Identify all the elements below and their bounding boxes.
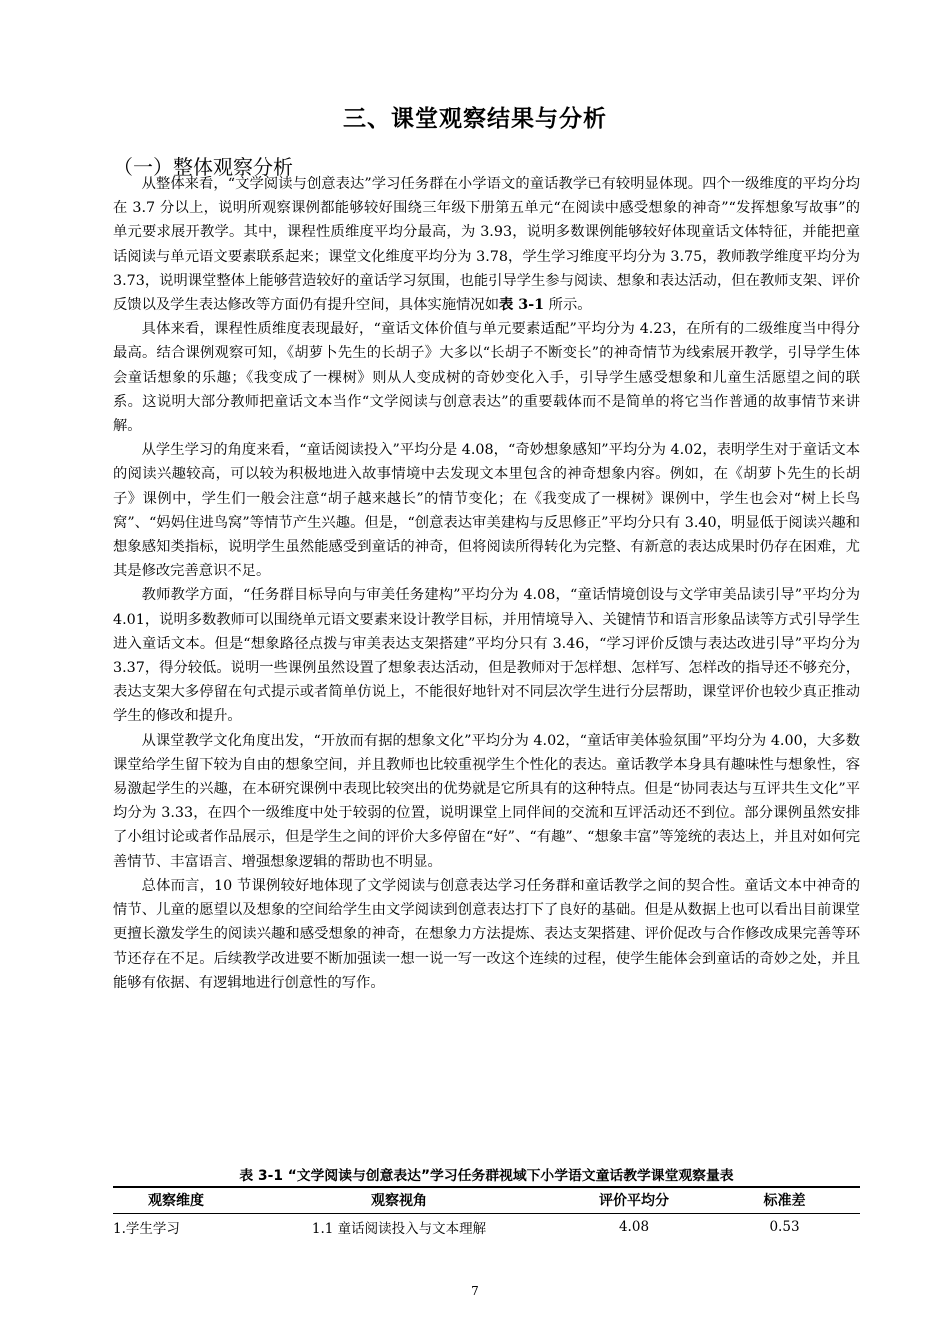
table-cell: 4.08 <box>618 1219 650 1235</box>
paragraph-3: 从学生学习的角度来看，“童话阅读投入”平均分是 4.08，“奇妙想象感知”平均分为 4.02，表明学生对于童话文本的阅读兴趣较高，可以较为积极地进入故事情境中去发现文本里包含的神奇想象内容。例如，在《胡萝卜先生的长胡子》课例中，学生们一般会注意“胡子越来越长”的情节变化；在《我变成了一棵树》课例中，学生也会对“树上长鸟窝”、“妈妈住进鸟窝”等情节产生兴趣。但是，“创意表达审美建构与反思修正”平均分只有 3.40，明显低于阅读兴趣和想象感知类指标，说明学生虽然能感受到童话的神奇，但将阅读所得转化为完整、有新意的表达成果时仍存在困难，尤其是修改完善意识不足。 <box>113 442 860 580</box>
table-row <box>113 1214 860 1241</box>
paragraph-1: 从整体来看，“文学阅读与创意表达”学习任务群在小学语文的童话教学已有较明显体现。四个一级维度的平均分均在 3.7 分以上，说明所观察课例都能够较好围绕三年级下册第五单元“在阅读中感受想象的神奇”“发挥想象写故事”的单元要求展开教学。其中，课程性质维度平均分最高，为 3.93，说明多数课例能够较好体现童话文体特征，并能把童话阅读与单元语文要素联系起来；课堂文化维度平均分为 3.78，学生学习维度平均分为 3.75，教师教学维度平均分为 3.73，说明课堂整体上能够营造较好的童话学习氛围，也能引导学生参与阅读、想象和表达活动，但在教师支架、评价反馈以及学生表达修改等方面仍有提升空间，具体实施情况如表 3-1 所示。 <box>113 176 860 314</box>
observation-table <box>113 1186 860 1240</box>
paragraph-5: 从课堂教学文化角度出发，“开放而有据的想象文化”平均分为 4.02，“童话审美体验氛围”平均分为 4.00，大多数课堂给学生留下较为自由的想象空间，并且教师也比较重视学生个性化的表达。童话教学本身具有趣味性与想象性，容易激起学生的兴趣，在本研究课例中表现比较突出的优势就是它所具有的这种特点。但是“协同表达与互评共生文化”平均分为 3.33，在四个一级维度中处于较弱的位置，说明课堂上同伴间的交流和互评活动还不到位。部分课例虽然安排了小组讨论或者作品展示，但是学生之间的评价大多停留在“好”、“有趣”、“想象丰富”等笼统的表达上，并且对如何完善情节、丰富语言、增强想象逻辑的帮助也不明显。 <box>113 732 860 870</box>
paragraph-2: 具体来看，课程性质维度表现最好，“童话文体价值与单元要素适配”平均分为 4.23，在所有的二级维度当中得分最高。结合课例观察可知，《胡萝卜先生的长胡子》大多以“长胡子不断变长”的神奇情节为线索展开教学，引导学生体会童话想象的乐趣；《我变成了一棵树》则从人变成树的奇妙变化入手，引导学生感受想象和儿童生活愿望之间的联系。这说明大部分教师把童话文本当作“文学阅读与创意表达”的重要载体而不是简单的将它当作普通的故事情节来讲解。 <box>113 321 860 435</box>
section-title: （一）整体观察分析 <box>113 155 293 179</box>
table-cell: 1.1 童话阅读投入与文本理解 <box>311 1221 487 1237</box>
table-cell: 1.学生学习 <box>113 1221 180 1237</box>
column-header: 观察维度 <box>113 1187 239 1214</box>
column-header: 标准差 <box>709 1187 860 1214</box>
table-header-row <box>113 1187 860 1214</box>
column-header: 评价平均分 <box>559 1187 709 1214</box>
chapter-title: 三、课堂观察结果与分析 <box>343 106 607 132</box>
table-cell: 0.53 <box>769 1219 800 1235</box>
body-text <box>113 172 860 995</box>
paragraph-6: 总体而言，10 节课例较好地体现了文学阅读与创意表达学习任务群和童话教学之间的契合性。童话文本中神奇的情节、儿童的愿望以及想象的空间给学生由文学阅读到创意表达打下了良好的基础。但是从数据上也可以看出目前课堂更擅长激发学生的阅读兴趣和感受想象的神奇，在想象力方法提炼、表达支架搭建、评价促改与合作修改成果完善等环节还存在不足。后续教学改进要不断加强读一想一说一写一改这个连续的过程，使学生能体会到童话的奇妙之处，并且能够有依据、有逻辑地进行创意性的写作。 <box>113 877 860 991</box>
table-caption: 表 3-1 “文学阅读与创意表达”学习任务群视域下小学语文童话教学课堂观察量表 <box>239 1168 734 1184</box>
column-header: 观察视角 <box>239 1187 559 1214</box>
paragraph-4: 教师教学方面，“任务群目标导向与审美任务建构”平均分为 4.08，“童话情境创设与文学审美品读引导”平均分为 4.01，说明多数教师可以围绕单元语文要素来设计教学目标，并用情境导入、关键情节和语言形象品读等方式引导学生进入童话文本。但是“想象路径点拨与审美表达支架搭建”平均分只有 3.46，“学习评价反馈与表达改进引导”平均分为 3.37，得分较低。说明一些课例虽然设置了想象表达活动，但是教师对于怎样想、怎样写、怎样改的指导还不够充分，表达支架大多停留在句式提示或者简单仿说上，不能很好地针对不同层次学生进行分层帮助，课堂评价也较少真正推动学生的修改和提升。 <box>113 587 860 725</box>
page-number: 7 <box>471 1284 479 1298</box>
table-reference: 表 3-1 <box>499 297 545 314</box>
